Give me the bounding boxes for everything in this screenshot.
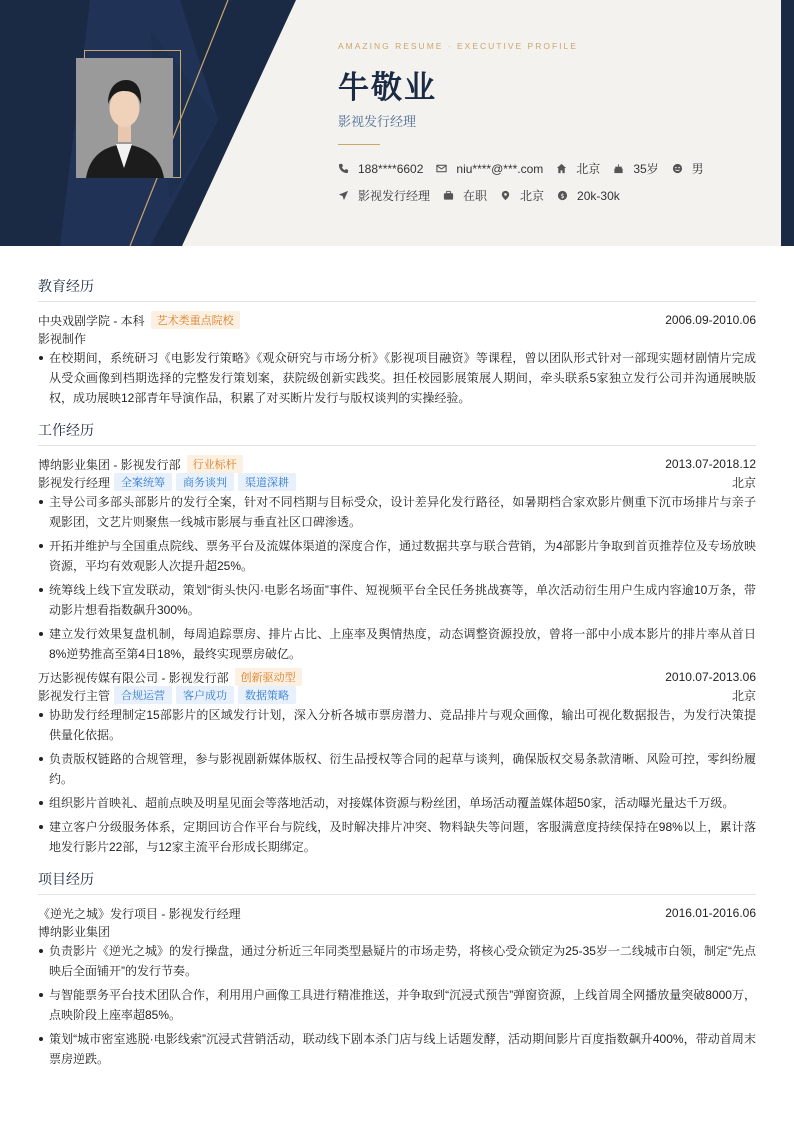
resume-header (0, 0, 794, 246)
project-bullets (38, 941, 756, 1069)
work-role-row (38, 686, 756, 704)
section-title: 项目经历 (38, 869, 756, 895)
company-name: 万达影视传媒有限公司 - 影视发行部 (38, 670, 229, 685)
list-item: 负责版权链路的合规管理，参与影视剧新媒体版权、衍生品授权等合同的起草与谈判，确保版权交易条款清晰、风险可控，零纠纷履约。 (38, 749, 756, 789)
project-section (38, 869, 756, 1069)
skill-tag: 数据策略 (238, 686, 296, 704)
profile-photo (76, 58, 173, 178)
role-title: 影视发行经理 (38, 475, 111, 490)
company-tag: 行业标杆 (187, 455, 243, 473)
work-city: 北京 (731, 688, 756, 703)
list-item: 主导公司多部头部影片的发行全案，针对不同档期与目标受众，设计差异化发行路径，如暑期档合家欢影片侧重下沉市场排片与亲子观影团，文艺片则聚焦一线城市影展与垂直社区口碑渗透。 (38, 492, 756, 532)
skill-tag: 商务谈判 (176, 473, 234, 491)
company-name: 博纳影业集团 - 影视发行部 (38, 457, 181, 472)
role-title: 影视发行主管 (38, 688, 111, 703)
work-section (38, 420, 756, 857)
header-tagline: AMAZING RESUME · EXECUTIVE PROFILE (338, 41, 578, 51)
work-entry-head (38, 455, 756, 473)
work-bullets (38, 492, 756, 664)
salary-item: $ 20k-30k (557, 189, 620, 203)
major: 影视制作 (38, 331, 87, 346)
company-tag: 创新驱动型 (235, 668, 302, 686)
education-section (38, 276, 756, 408)
project-entry-head (38, 904, 756, 922)
work-date: 2010.07-2013.06 (665, 670, 756, 684)
mail-icon (436, 163, 447, 174)
skill-tag: 渠道深耕 (238, 473, 296, 491)
section-title: 教育经历 (38, 276, 756, 302)
briefcase-icon (443, 190, 454, 201)
svg-text:$: $ (560, 191, 565, 200)
target-city-item: 北京 (500, 187, 544, 204)
project-org-row (38, 922, 756, 940)
send-icon (338, 190, 349, 201)
skill-tag: 全案统筹 (114, 473, 172, 491)
skill-tag: 客户成功 (176, 686, 234, 704)
education-date: 2006.09-2010.06 (665, 313, 756, 327)
list-item: 在校期间，系统研习《电影发行策略》《观众研究与市场分析》《影视项目融资》等课程，曾以团队形式针对一部现实题材剧情片完成从受众画像到档期选择的完整发行策划案，获院级创新实践奖。担任校园影展策展人期间，牵头联系5家独立发行公司并沟通展映版权，成功展映12部青年导演作品，积累了对买断片发行与版权谈判的实操经验。 (38, 348, 756, 408)
work-bullets (38, 705, 756, 857)
list-item: 策划“城市密室逃脱·电影线索”沉浸式营销活动，联动线下剧本杀门店与线上话题发酵，活动期间影片百度指数飙升400%，带动首周末票房逆跌。 (38, 1029, 756, 1069)
home-icon (556, 163, 567, 174)
phone-item: 188****6602 (338, 162, 423, 176)
candidate-name: 牛敬业 (338, 70, 437, 105)
project-name: 《逆光之城》发行项目 - 影视发行经理 (38, 906, 241, 921)
school-tag: 艺术类重点院校 (151, 311, 240, 329)
work-date: 2013.07-2018.12 (665, 457, 756, 471)
project-date: 2016.01-2016.06 (665, 906, 756, 920)
location-icon (500, 190, 511, 201)
list-item: 与智能票务平台技术团队合作，利用用户画像工具进行精准推送，并争取到“沉浸式预告”弹窗资源，上线首周全网播放量突破8000万，点映阶段上座率超85%。 (38, 985, 756, 1025)
work-entry (38, 455, 756, 664)
school-name: 中央戏剧学院 - 本科 (38, 313, 145, 328)
skill-tag: 合规运营 (114, 686, 172, 704)
contact-row (338, 160, 717, 177)
list-item: 组织影片首映礼、超前点映及明星见面会等落地活动，对接媒体资源与粉丝团，单场活动覆盖媒体超50家，活动曝光量达千万级。 (38, 793, 756, 813)
target-position-item: 影视发行经理 (338, 187, 430, 204)
list-item: 建立发行效果复盘机制，每周追踪票房、排片占比、上座率及舆情热度，动态调整资源投放，曾将一部中小成本影片的排片率从首日8%逆势推高至第4日18%，最终实现票房破亿。 (38, 624, 756, 664)
age-item: 35岁 (613, 160, 658, 177)
cake-icon (613, 163, 624, 174)
candidate-title: 影视发行经理 (338, 114, 417, 129)
work-city: 北京 (731, 475, 756, 490)
list-item: 建立客户分级服务体系，定期回访合作平台与院线，及时解决排片冲突、物料缺失等问题，客服满意度持续保持在98%以上，累计落地发行影片22部，与12家主流平台形成长期绑定。 (38, 817, 756, 857)
list-item: 协助发行经理制定15部影片的区域发行计划，深入分析各城市票房潜力、竞品排片与观众画像，输出可视化数据报告，为发行决策提供量化依据。 (38, 705, 756, 745)
list-item: 统筹线上线下宣发联动，策划“街头快闪·电影名场面”事件、短视频平台全民任务挑战赛等，单次活动衍生用户生成内容逾10万条，带动影片想看指数飙升300%。 (38, 580, 756, 620)
education-bullets (38, 348, 756, 408)
work-entry-head (38, 668, 756, 686)
header-right-strip (781, 0, 794, 246)
phone-icon (338, 163, 349, 174)
list-item: 开拓并维护与全国重点院线、票务平台及流媒体渠道的深度合作，通过数据共享与联合营销，为4部影片争取到首页推荐位及专场放映资源，平均有效观影人次提升超25%。 (38, 536, 756, 576)
email-item: niu****@***.com (436, 162, 543, 176)
work-role-row (38, 473, 756, 491)
education-entry-head (38, 311, 756, 329)
list-item: 负责影片《逆光之城》的发行操盘，通过分析近三年同类型悬疑片的市场走势，将核心受众锁定为25-35岁一二线城市白领，制定“先点映后全面铺开”的发行节奏。 (38, 941, 756, 981)
education-major-row (38, 329, 756, 347)
job-intent-row (338, 187, 633, 204)
gold-divider (338, 144, 380, 145)
gender-item: 男 (672, 160, 704, 177)
money-icon (557, 190, 568, 201)
section-title: 工作经历 (38, 420, 756, 446)
resume-content (38, 276, 756, 1081)
project-org: 博纳影业集团 (38, 924, 111, 939)
hometown-item: 北京 (556, 160, 600, 177)
gender-icon (672, 163, 683, 174)
status-item: 在职 (443, 187, 487, 204)
work-entry (38, 668, 756, 857)
